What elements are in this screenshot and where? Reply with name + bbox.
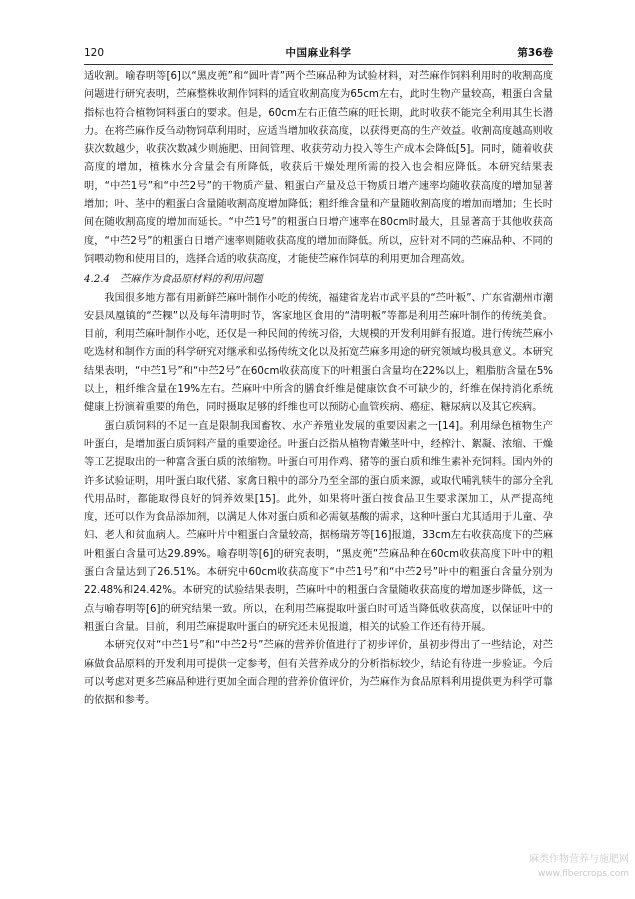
running-header — [84, 44, 553, 62]
paragraph-traditional-snacks: 我国很多地方都有用新鲜苎麻叶制作小吃的传统，福建省龙岩市武平县的“苎叶粄”、广东省潮州市潮安县凤凰镇的“苎粿”以及每年清明时节，客家地区食用的“清明粄”等都是利用苎麻叶制作的传统美食。目前，利用苎麻叶制作小吃，还仅是一种民间的传统习俗，大规模的开发利用鲜有报道。进行传统苎麻小吃选材和制作方面的科学研究对继承和弘扬传统文化以及拓宽苎麻多用途的研究领域均极具意义。本研究结果表明，“中苎1号”和“中苎2号”在60cm收获高度下的叶粗蛋白含量均在22%以上，粗脂肪含量在5%以上，粗纤维含量在19%左右。苎麻叶中所含的膳食纤维是健康饮食不可缺少的，纤维在保持消化系统健康上扮演着重要的角色，同时摄取足够的纤维也可以预防心血管疾病、癌症、糖尿病以及其它疾病。 — [84, 292, 554, 414]
body-text — [84, 68, 553, 710]
paragraph-conclusion: 本研究仅对“中苎1号”和“中苎2号”苎麻的营养价值进行了初步评价，虽初步得出了一些结论，对苎麻做食品原料的开发利用可提供一定参考，但有关营养成分的分析指标较少，结论有待进一步验证。今后可以考虑对更多苎麻品种进行更加全面合理的营养价值评价，为苎麻作为食品原料利用提供更为科学可靠的依据和参考。 — [84, 640, 553, 707]
site-watermark — [529, 853, 629, 881]
volume-label: 第36卷 — [517, 47, 553, 59]
journal-name: 中国麻业科学 — [285, 47, 352, 59]
paragraph-harvest-height: 适收割。喻春明等[6]以“黑皮蔸”和“圆叶青”两个苎麻品种为试验材料，对苎麻作饲料利用时的收割高度问题进行研究表明，苎麻整株收割作饲料的适宜收割高度为65cm左右，此时生物产量较高，粗蛋白含量指标也符合植物饲料蛋白的要求。但是，60cm左右正值苎麻的旺长期，此时收获不能完全利用其生长潜力。在将苎麻作反刍动物饲草利用时，应适当增加收获高度，以获得更高的生产效益。收割高度越高则收获次数越少，收获次数减少则施肥、田间管理、收获劳动力投入等生产成本会降低[5]。同时，随着收获高度的增加，植株水分含量会有所降低，收获后干燥处理所需的投入也会相应降低。本研究结果表明，“中苎1号”和“中苎2号”的干物质产量、粗蛋白产量及总干物质日增产速率均随收获高度的增加显著增加；叶、茎中的粗蛋白含量随收割高度增加降低；粗纤维含量和产量随收割高度的增加而增加；生长时间在随收割高度的增加而延长。“中苎1号”的粗蛋白日增产速率在80cm时最大，且显著高于其他收获高度，“中苎2号”的粗蛋白日增产速率则随收获高度的增加而降低。所以，应针对不同的苎麻品种、不同的饲喂动物和使用目的，选择合适的收获高度，才能使苎麻作饲草的利用更加合理高效。 — [84, 71, 553, 265]
page-number: 120 — [84, 47, 105, 59]
watermark-url: www.fibercrops.com — [538, 869, 629, 879]
header-rule — [84, 64, 553, 65]
section-heading-food-material: 4.2.4 苎麻作为食品原材料的利用问题 — [84, 274, 263, 286]
watermark-title: 麻类作物营养与施肥网 — [529, 854, 629, 865]
paragraph-leaf-protein: 蛋白质饲料的不足一直是限制我国畜牧、水产养殖业发展的重要因素之一[14]。利用绿色植物生产叶蛋白，是增加蛋白质饲料产量的重要途径。叶蛋白泛指从植物青嫩茎叶中，经榨汁、絮凝、浓缩、干燥等工艺提取出的一种富含蛋白质的浓缩物。叶蛋白可用作鸡、猪等的蛋白质和维生素补充饲料。国内外的许多试验证明，用叶蛋白取代猪、家禽日粮中的部分乃至全部的蛋白质来源，或取代哺乳犊牛的部分全乳代用品时，都能取得良好的饲养效果[15]。此外，如果将叶蛋白按食品卫生要求深加工，从严提高纯度，还可以作为食品添加剂，以满足人体对蛋白质和必需氨基酸的需求，这种叶蛋白尤其适用于儿童、孕妇、老人和贫血病人。苎麻叶片中粗蛋白含量较高，据杨瑞芳等[16]报道，33cm左右收获高度下的苎麻叶粗蛋白含量可达29.89%。喻春明等[6]的研究表明，“黑皮蔸”苎麻品种在60cm收获高度下叶中的粗蛋白含量达到了26.51%。本研究中60cm收获高度下“中苎1号”和“中苎2号”叶中的粗蛋白含量分别为22.48%和24.42%。本研究的试验结果表明，苎麻叶中的粗蛋白含量随收获高度的增加逐步降低，这一点与喻春明等[6]的研究结果一致。所以，在利用苎麻提取叶蛋白时可适当降低收获高度，以保证叶中的粗蛋白含量。目前，利用苎麻提取叶蛋白的研究还未见报道，相关的试验工作还有待开展。 — [84, 420, 553, 633]
